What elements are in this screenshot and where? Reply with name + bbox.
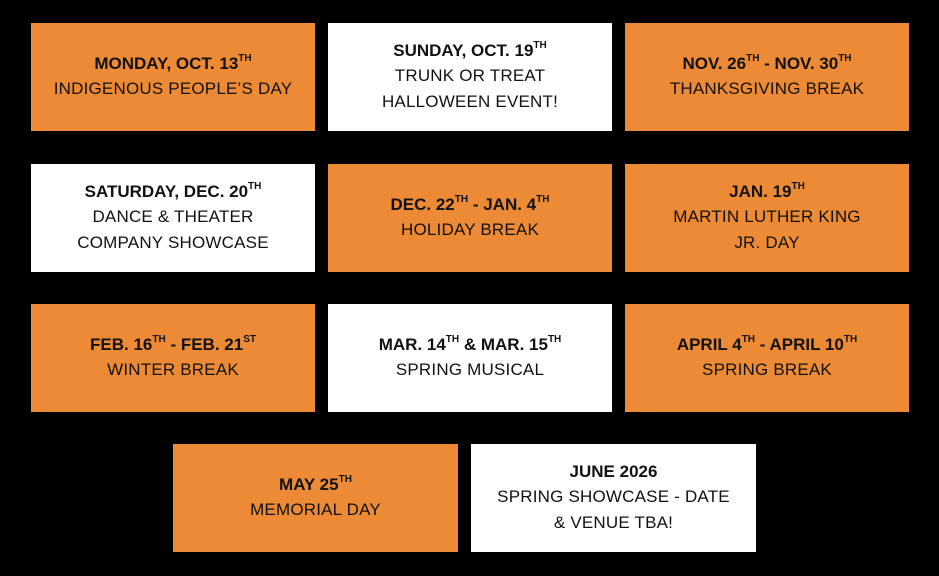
- event-date: MAR. 14TH & MAR. 15TH: [378, 334, 562, 354]
- event-card-holiday-break: [328, 164, 612, 272]
- event-date: FEB. 16TH - FEB. 21ST: [90, 334, 256, 354]
- event-description: SPRING SHOWCASE - DATE: [497, 487, 730, 506]
- event-date: MONDAY, OCT. 13TH: [94, 53, 252, 73]
- event-date: SUNDAY, OCT. 19TH: [393, 40, 547, 60]
- event-card-trunk-or-treat: [328, 23, 612, 131]
- event-date: JAN. 19TH: [729, 181, 805, 201]
- event-card-spring-musical: [328, 304, 612, 412]
- event-description: SPRING MUSICAL: [395, 360, 545, 379]
- event-date: SATURDAY, DEC. 20TH: [84, 181, 262, 201]
- event-description: THANKSGIVING BREAK: [669, 79, 865, 98]
- event-description: & VENUE TBA!: [553, 513, 674, 532]
- event-description: JR. DAY: [734, 233, 800, 252]
- event-date: MAY 25TH: [279, 474, 352, 494]
- event-date: JUNE 2026: [569, 462, 658, 481]
- event-date: DEC. 22TH - JAN. 4TH: [390, 194, 550, 214]
- event-date: NOV. 26TH - NOV. 30TH: [682, 53, 852, 73]
- event-description: HALLOWEEN EVENT!: [381, 92, 559, 111]
- event-description: DANCE & THEATER: [92, 207, 254, 226]
- event-description: COMPANY SHOWCASE: [77, 233, 269, 252]
- event-description: WINTER BREAK: [107, 360, 239, 379]
- event-description: TRUNK OR TREAT: [394, 66, 546, 85]
- event-card-spring-showcase: [471, 444, 756, 552]
- event-card-thanksgiving-break: [625, 23, 909, 131]
- event-card-winter-break: [31, 304, 315, 412]
- event-card-indigenous-peoples-day: [31, 23, 315, 131]
- event-card-mlk-day: [625, 164, 909, 272]
- event-date: APRIL 4TH - APRIL 10TH: [676, 334, 858, 354]
- event-description: INDIGENOUS PEOPLE’S DAY: [53, 79, 293, 98]
- event-description: HOLIDAY BREAK: [400, 220, 540, 239]
- event-card-spring-break: [625, 304, 909, 412]
- event-description: MEMORIAL DAY: [250, 500, 381, 519]
- event-card-dance-theater-showcase: [31, 164, 315, 272]
- event-description: SPRING BREAK: [702, 360, 832, 379]
- event-description: MARTIN LUTHER KING: [673, 207, 861, 226]
- event-card-memorial-day: [173, 444, 458, 552]
